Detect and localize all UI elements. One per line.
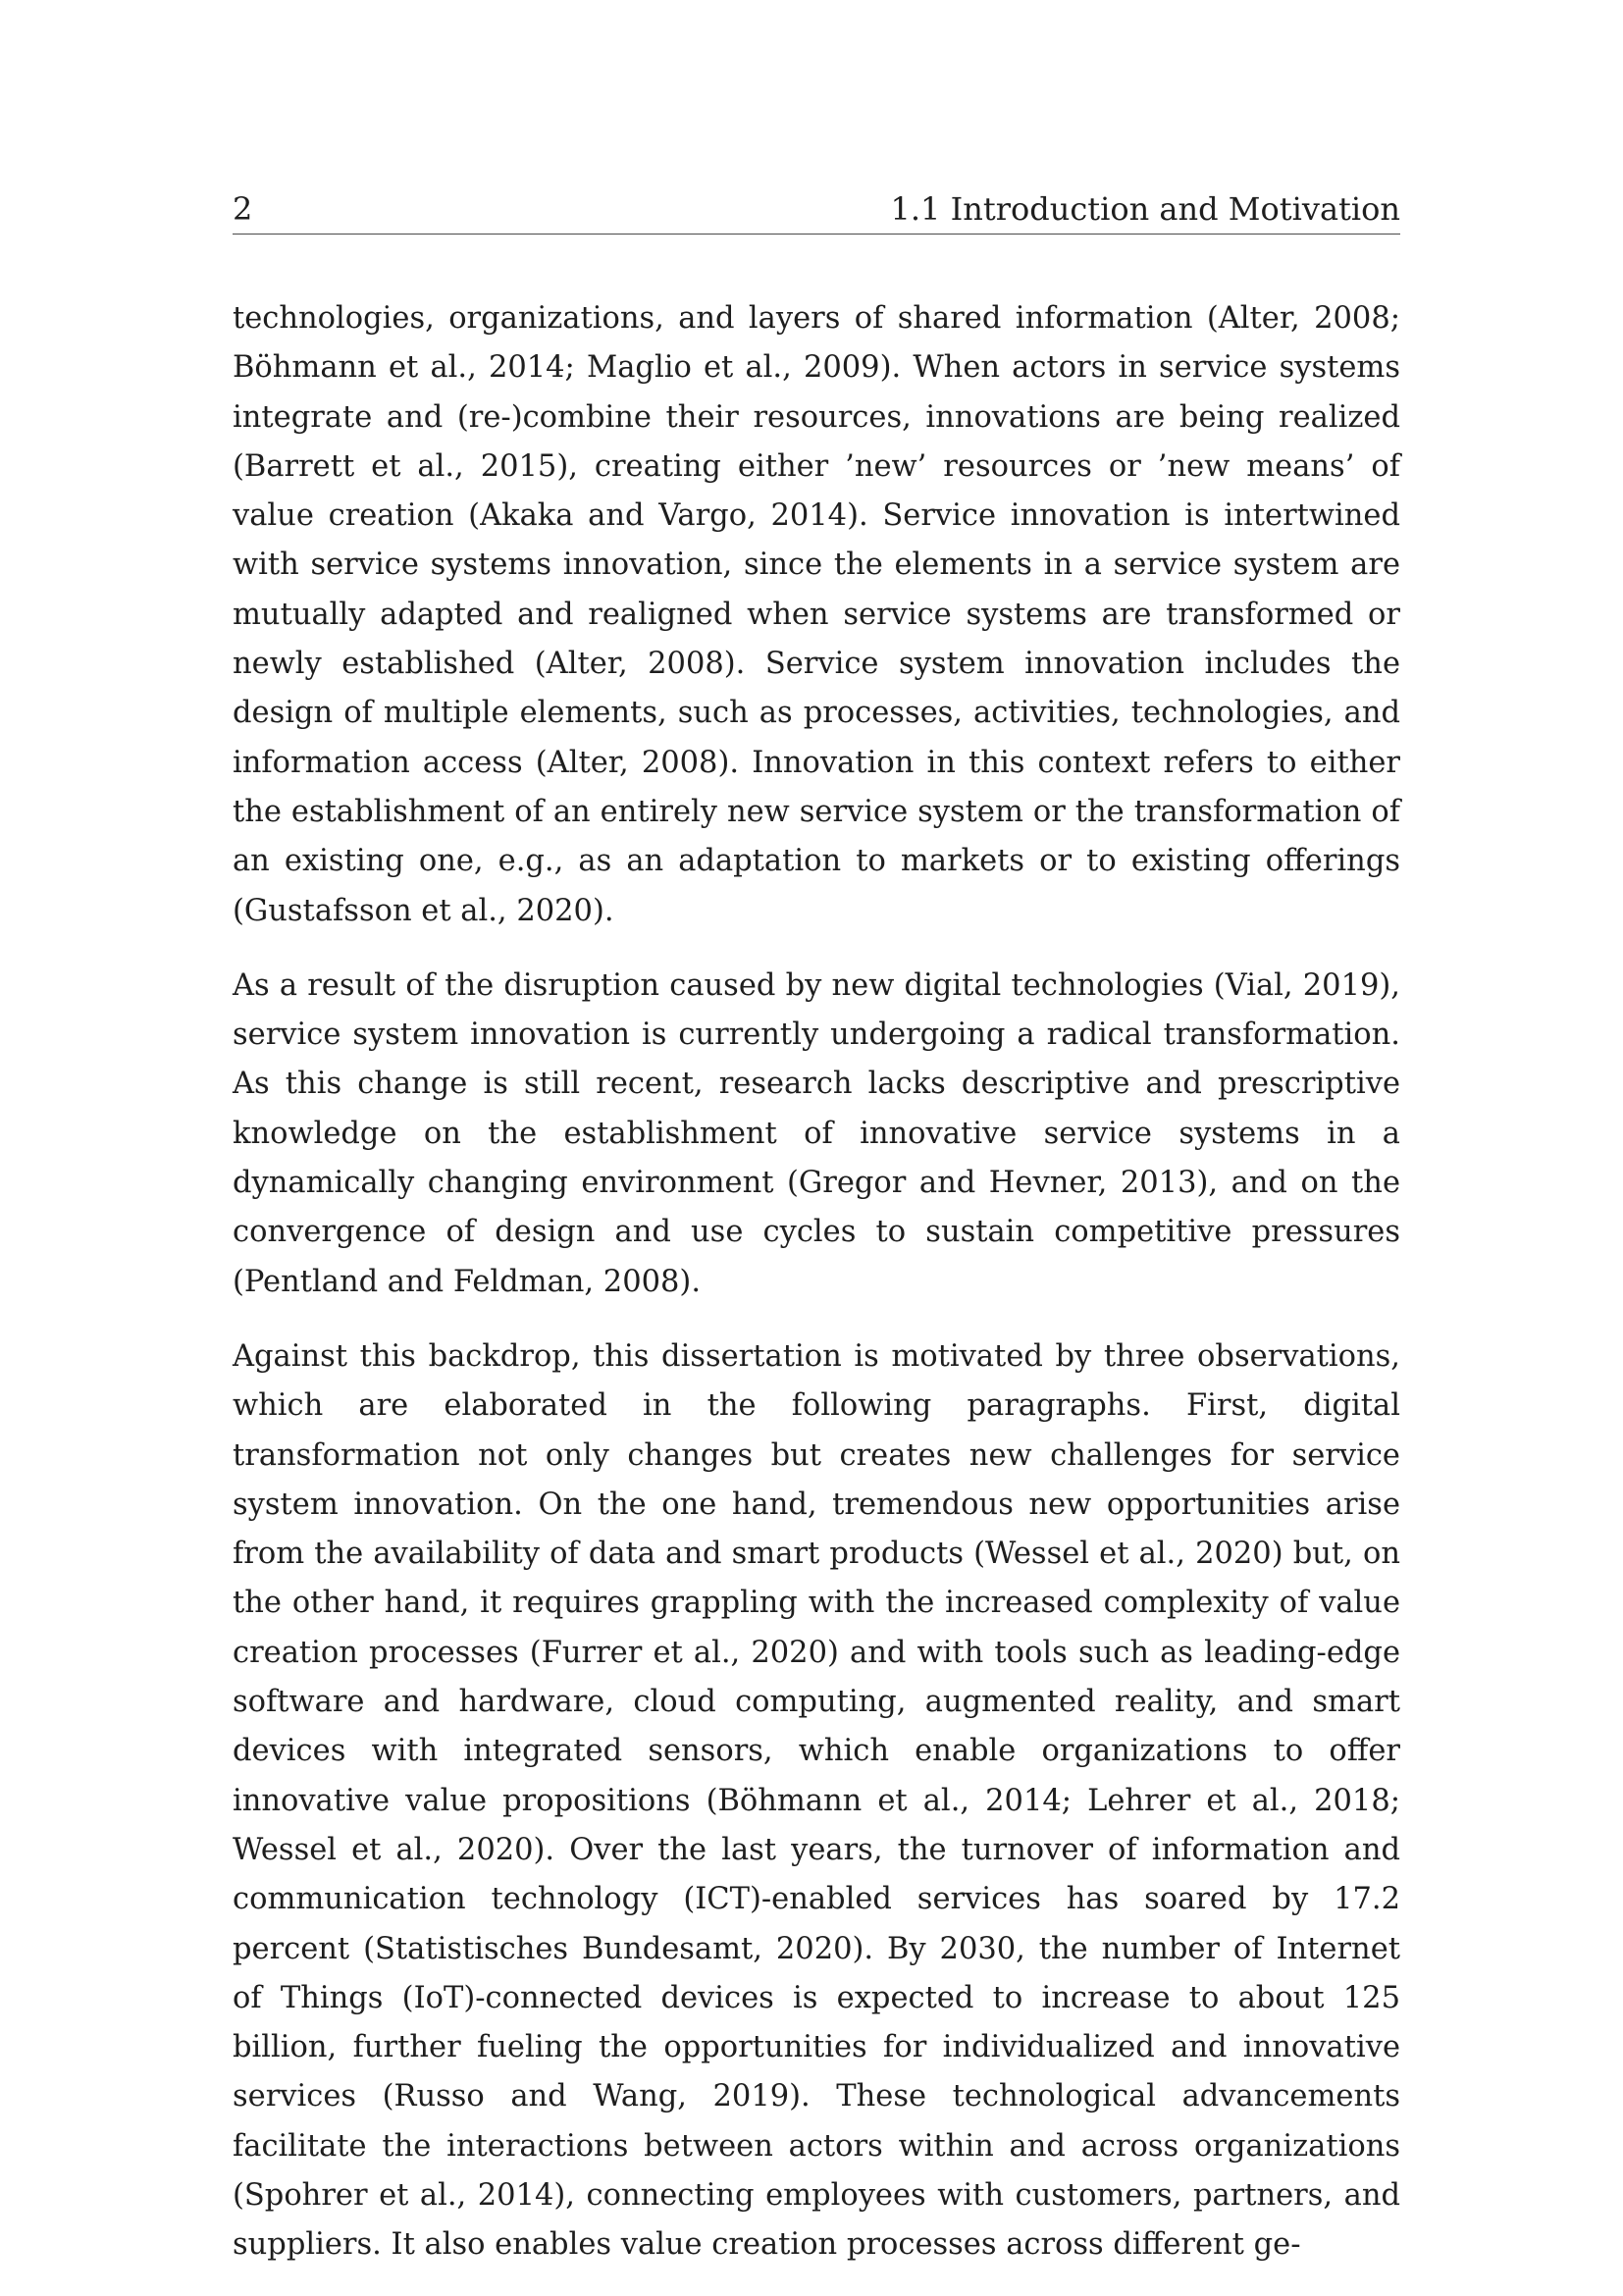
page-number: 2 <box>233 190 253 228</box>
paragraph-3: Against this backdrop, this dissertation is motivated by three observations, which are elaborated in the following paragraphs. First, digital transformation not only changes but creates new challenges for service system innovation. On the one hand, tremendous new opportunities arise from the availability of data and smart products (Wessel et al., 2020) but, on the other hand, it requires grappling with the increased complexity of value creation processes (Furrer et al., 2020) and with tools such as leading-edge software and hardware, cloud computing, augmented reality, and smart devices with integrated sensors, which enable organizations to offer innovative value propositions (Böhmann et al., 2014; Lehrer et al., 2018; Wessel et al., 2020). Over the last years, the turnover of information and communication technology (ICT)-enabled services has soared by 17.2 percent (Statistisches Bundesamt, 2020). By 2030, the number of Internet of Things (IoT)-connected devices is expected to increase to about 125 billion, further fueling the opportunities for individualized and innovative services (Russo and Wang, 2019). These technological advancements facilitate the interactions between actors within and across organizations (Spohrer et al., 2014), connecting employees with customers, partners, and suppliers. It also enables value creation processes across different ge- <box>233 1338 1400 2263</box>
running-section-title: 1.1 Introduction and Motivation <box>890 190 1400 228</box>
paragraph-2: As a result of the disruption caused by new digital technologies (Vial, 2019), service system innovation is currently undergoing a radical transformation. As this change is still recent, research lacks descriptive and prescriptive knowledge on the establishment of innovative service systems in a dynamically changing environment (Gregor and Hevner, 2013), and on the convergence of design and use cycles to sustain competitive pressures (Pentland and Feldman, 2008). <box>233 967 1400 1299</box>
body-text <box>233 294 1400 2296</box>
running-header <box>233 189 1400 235</box>
paragraph-1: technologies, organizations, and layers of shared information (Alter, 2008; Böhmann et al., 2014; Maglio et al., 2009). When actors in service systems integrate and (re-)combine their resources, innovations are being realized (Barrett et al., 2015), creating either ’new’ resources or ’new means’ of value creation (Akaka and Vargo, 2014). Service innovation is intertwined with service systems innovation, since the elements in a service system are mutually adapted and realigned when service systems are transformed or newly established (Alter, 2008). Service system innovation includes the design of multiple elements, such as processes, activities, technologies, and information access (Alter, 2008). Innovation in this context refers to either the establishment of an entirely new service system or the transformation of an existing one, e.g., as an adaptation to markets or to existing offerings (Gustafsson et al., 2020). <box>233 301 1400 928</box>
